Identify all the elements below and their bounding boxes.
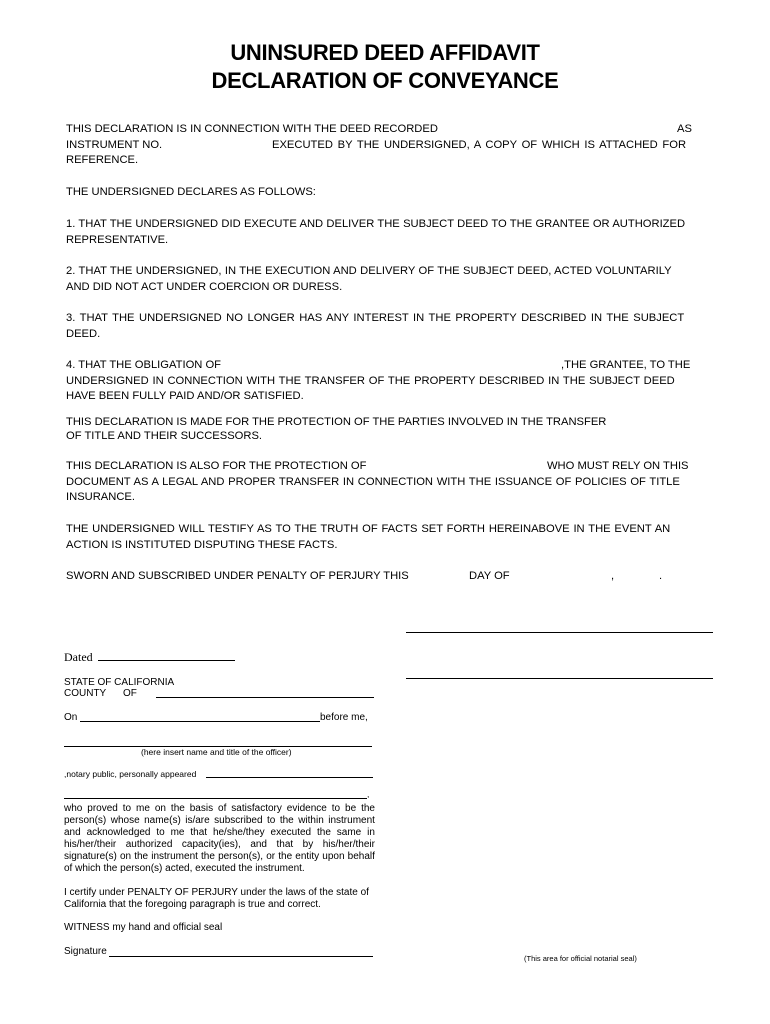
proved-word: or [266,851,276,862]
proved-word: and [64,827,81,838]
proved-word: that [190,827,208,838]
proved-word: instrument [328,815,375,826]
signature-label: Signature [64,946,107,957]
proved-word: behalf [347,851,375,862]
on-date-field[interactable] [80,721,320,722]
proved-word: name(s) [144,815,181,826]
proved-word: the [279,815,294,826]
proved-word: me [170,827,185,838]
declares-heading: THE UNDERSIGNED DECLARES AS FOLLOWS: [66,186,316,198]
proved-word: subscribed [214,815,263,826]
proved-word: on [119,851,132,862]
proved-word: within [298,815,324,826]
proved-word: the [201,851,215,862]
item-4-obligation-text: 4. THAT THE OBLIGATION OF [66,359,221,371]
certify-line-2: California that the foregoing paragraph is true and correct. [64,899,321,910]
notary-signature-field[interactable] [109,956,373,957]
item-2-line-2: AND DID NOT ACT UNDER COERCION OR DURESS. [66,281,343,293]
notary-on-label: On [64,712,78,723]
proved-word: the [278,851,293,862]
proved-word: his/her/their [322,839,375,850]
proved-word: authorized [125,839,173,850]
sworn-period: . [659,570,663,582]
proved-line [64,815,375,826]
also-line-3: INSURANCE. [66,491,135,503]
dated-label: Dated [64,650,93,664]
proved-word: in [367,827,375,838]
proved-word: is/are [185,815,210,826]
proved-word: instrument [151,851,198,862]
proved-word: satisfactory [231,803,282,814]
testify-line-2: ACTION IS INSTITUTED DISPUTING THESE FACTS. [66,539,338,551]
document-title-line-1: UNINSURED DEED AFFIDAVIT [230,40,540,65]
item-4-line-3: HAVE BEEN FULLY PAID AND/OR SATISFIED. [66,390,304,402]
proved-word: who [64,803,83,814]
proved-word: and [250,839,267,850]
proved-line [64,803,375,814]
proved-word: capacity(ies), [181,839,241,850]
proved-word: person(s), [218,851,264,862]
testify-line-1: THE UNDERSIGNED WILL TESTIFY AS TO THE TRUTH OF FACTS SET FORTH HEREINABOVE IN THE EVENT AN [66,523,671,535]
proved-word: by [302,839,314,850]
proved-word: he/she/they [212,827,265,838]
proved-line [64,827,375,838]
intro-instrument-no-label: INSTRUMENT NO. [66,139,163,151]
proved-word: me [136,803,150,814]
appeared-comma: , [367,789,370,799]
also-rely-text: WHO MUST RELY ON THIS [547,460,689,472]
proved-word: the [170,803,185,814]
intro-executed-text [272,139,693,151]
proved-word: his/her/their [64,839,117,850]
document-title-line-2: DECLARATION OF CONVEYANCE [211,68,559,93]
sworn-day-of: DAY OF [469,570,510,582]
proved-word: executed [270,827,312,838]
notary-insert-note: (here insert name and title of the officer) [141,747,292,757]
proved-word: be [345,803,357,814]
item-2-line-1: 2. THAT THE UNDERSIGNED, IN THE EXECUTION AND DELIVERY OF THE SUBJECT DEED, ACTED VOLUNTARILY [66,265,672,277]
item-3-line-1: 3. THAT THE UNDERSIGNED NO LONGER HAS ANY INTEREST IN THE PROPERTY DESCRIBED IN THE SUBJECT [66,312,685,324]
notary-seal-note: (This area for official notarial seal) [524,954,637,963]
proved-word: proved [87,803,118,814]
item-4-grantee-text: ,THE GRANTEE, TO THE [561,359,691,371]
notary-before-me: before me, [320,712,368,723]
proved-word: to [156,827,165,838]
proved-word: entity [295,851,320,862]
proved-word: the [134,851,149,862]
proved-word: acknowledged [86,827,151,838]
proved-line [64,851,375,862]
proved-word: on [154,803,166,814]
sworn-comma: , [611,570,615,582]
proved-word: person(s) [64,815,107,826]
appeared-name-field-2[interactable] [64,798,367,799]
notary-state: STATE OF CALIFORNIA [64,677,175,688]
proved-word: to [267,815,276,826]
declarant-signature-line-2[interactable] [406,678,713,679]
also-line-2: DOCUMENT AS A LEGAL AND PROPER TRANSFER IN CONNECTION WITH THE ISSUANCE OF POLICIES OF TITLE [66,476,680,488]
item-1-line-1: 1. THAT THE UNDERSIGNED DID EXECUTE AND DELIVER THE SUBJECT DEED TO THE GRANTEE OR AUTHORIZED [66,218,686,230]
also-protection-text: THIS DECLARATION IS ALSO FOR THE PROTECTION OF [66,460,367,472]
dated-row [64,650,235,665]
proved-word: that [276,839,294,850]
proved-word: upon [322,851,345,862]
notary-county-label: COUNTY [64,688,107,699]
intro-executed-words: EXECUTED BY THE UNDERSIGNED, A COPY OF WHICH IS ATTACHED FOR [272,139,687,151]
intro-reference-text: REFERENCE. [66,154,139,166]
appeared-name-field[interactable] [206,777,373,778]
protection-line-2: OF TITLE AND THEIR SUCCESSORS. [66,430,263,442]
witness-text: WITNESS my hand and official seal [64,922,223,933]
proved-word: the [317,827,331,838]
proved-word: same [336,827,362,838]
proved-word: whose [110,815,140,826]
sworn-text: SWORN AND SUBSCRIBED UNDER PENALTY OF PERJURY THIS [66,570,409,582]
intro-deed-recorded-text: THIS DECLARATION IS IN CONNECTION WITH THE DEED RECORDED [66,123,438,135]
item-1-line-2: REPRESENTATIVE. [66,234,169,246]
proved-word: of [218,803,227,814]
proved-word: signature(s) [64,851,117,862]
proved-word: to [122,803,132,814]
intro-as-text: AS [677,123,692,135]
county-field[interactable] [156,697,374,698]
declarant-signature-line-1[interactable] [406,632,713,633]
proved-last-line: of which the person(s) acted, executed the instrument. [64,863,305,874]
notary-of-label: OF [123,688,137,699]
protection-line-1: THIS DECLARATION IS MADE FOR THE PROTECTION OF THE PARTIES INVOLVED IN THE TRANSFER [66,416,607,428]
notary-appeared-text: ,notary public, personally appeared [64,769,197,779]
proved-word: evidence [286,803,327,814]
proved-line [64,839,375,850]
certify-line-1: I certify under PENALTY OF PERJURY under the laws of the state of [64,887,369,898]
proved-word: to [331,803,341,814]
proved-word: the [361,803,375,814]
dated-field[interactable] [98,651,235,661]
proved-word: basis [189,803,214,814]
item-4-line-2: UNDERSIGNED IN CONNECTION WITH THE TRANSFER OF THE PROPERTY DESCRIBED IN THE SUBJECT DEED [66,375,675,387]
item-3-line-2: DEED. [66,328,101,340]
